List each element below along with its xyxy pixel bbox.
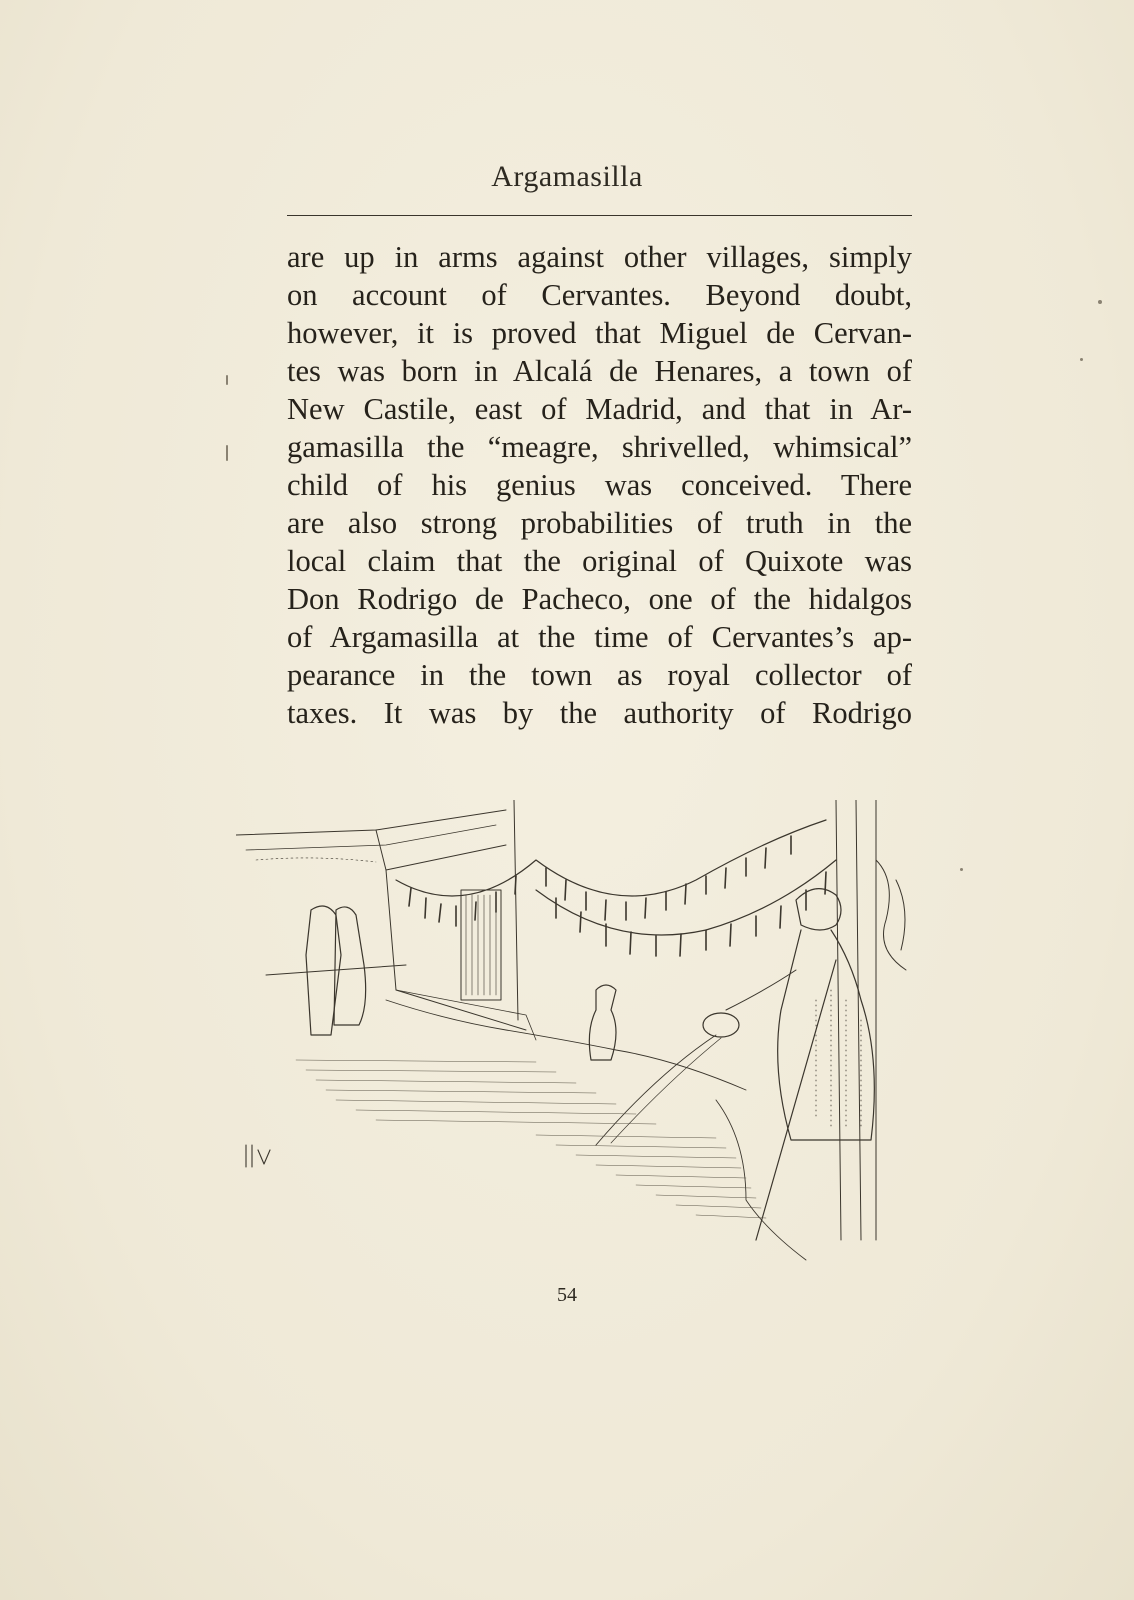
text-line: however, it is proved that Miguel de Cervan- (287, 316, 912, 350)
text-line: child of his genius was conceived. There (287, 468, 912, 502)
text-line: are also strong probabilities of truth in the (287, 506, 912, 540)
text-line: pearance in the town as royal collector of (287, 658, 912, 692)
text-line: of Argamasilla at the time of Cervantes’s ap- (287, 620, 912, 654)
paper-speck (226, 375, 228, 385)
paper-speck (960, 868, 963, 871)
street-illustration (236, 800, 964, 1270)
text-line: Don Rodrigo de Pacheco, one of the hidalgos (287, 582, 912, 616)
text-line: tes was born in Alcalá de Henares, a town of (287, 354, 912, 388)
paper-speck (226, 445, 228, 461)
text-line: are up in arms against other villages, simply (287, 240, 912, 274)
running-head: Argamasilla (491, 160, 643, 193)
page-number: 54 (557, 1284, 577, 1306)
header-rule (287, 215, 912, 216)
text-line: gamasilla the “meagre, shrivelled, whimsical” (287, 430, 912, 464)
text-line: on account of Cervantes. Beyond doubt, (287, 278, 912, 312)
paper-speck (1098, 300, 1102, 304)
text-line: taxes. It was by the authority of Rodrigo (287, 696, 912, 730)
text-line: New Castile, east of Madrid, and that in Ar- (287, 392, 912, 426)
paper-speck (1080, 358, 1083, 361)
body-paragraph (287, 238, 912, 732)
text-line: local claim that the original of Quixote was (287, 544, 912, 578)
